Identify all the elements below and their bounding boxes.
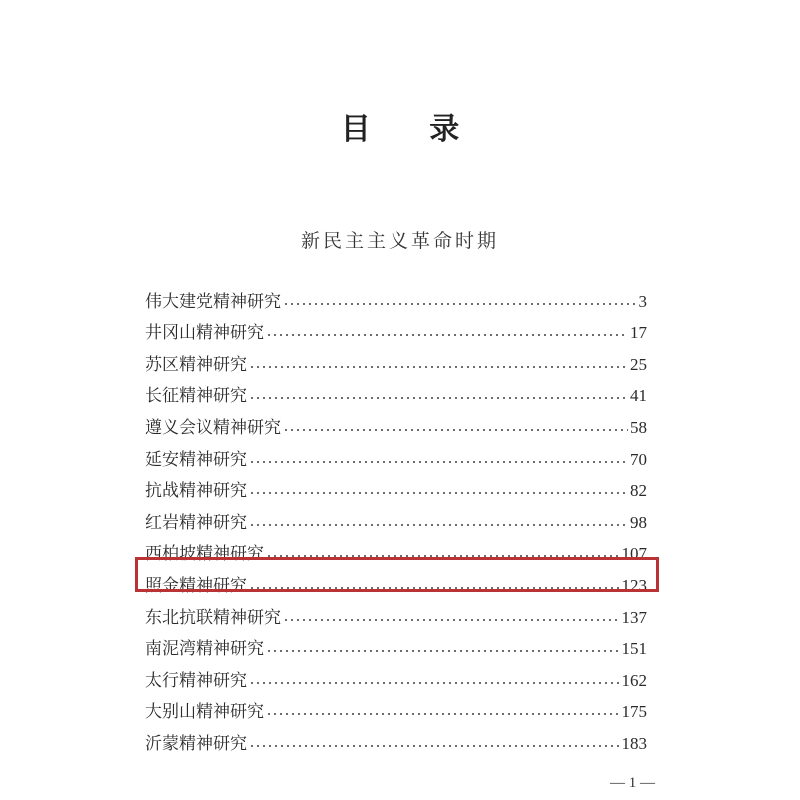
toc-entry-page: 98	[630, 512, 647, 532]
leader-dots	[249, 364, 628, 370]
table-of-contents	[145, 280, 647, 754]
toc-entry-page: 25	[630, 354, 647, 374]
leader-dots	[283, 427, 628, 433]
toc-entry-label: 抗战精神研究	[145, 481, 247, 502]
leader-dots	[283, 617, 620, 623]
toc-entry-label: 遵义会议精神研究	[145, 417, 281, 438]
leader-dots	[249, 680, 620, 686]
toc-entry-label: 东北抗联精神研究	[145, 607, 281, 628]
toc-entry-page: 41	[630, 386, 647, 406]
toc-entry-label: 南泥湾精神研究	[145, 639, 264, 660]
leader-dots	[266, 648, 620, 654]
toc-entry-page: 70	[630, 449, 647, 469]
toc-entry-label: 苏区精神研究	[145, 354, 247, 375]
leader-dots	[249, 743, 620, 749]
toc-entry-page: 137	[621, 607, 647, 627]
leader-dots	[249, 490, 628, 496]
toc-entry-page: 58	[630, 417, 647, 437]
toc-entry	[145, 406, 647, 438]
toc-entry-label: 沂蒙精神研究	[145, 733, 247, 754]
leader-dots	[249, 459, 628, 465]
toc-entry-page: 3	[638, 291, 647, 311]
toc-entry	[145, 343, 647, 375]
toc-entry	[145, 596, 647, 628]
toc-entry-page: 17	[630, 323, 647, 343]
toc-entry-label: 延安精神研究	[145, 449, 247, 470]
toc-entry-page: 123	[621, 575, 647, 595]
toc-entry	[145, 691, 647, 723]
toc-entry	[145, 470, 647, 502]
toc-entry	[145, 375, 647, 407]
page-title: 目 录	[340, 112, 484, 147]
toc-entry-label: 井冈山精神研究	[145, 323, 264, 344]
toc-entry-label: 伟大建党精神研究	[145, 291, 281, 312]
toc-entry	[145, 722, 647, 754]
toc-entry-page: 183	[621, 733, 647, 753]
toc-entry-label: 照金精神研究	[145, 575, 247, 596]
toc-entry-label: 长征精神研究	[145, 386, 247, 407]
leader-dots	[266, 332, 628, 338]
section-title: 新民主主义革命时期	[300, 230, 499, 252]
page-number: — 1 —	[610, 775, 655, 791]
toc-entry-page: 107	[621, 544, 647, 564]
toc-entry	[145, 628, 647, 660]
toc-entry	[145, 312, 647, 344]
leader-dots	[283, 301, 635, 307]
toc-entry	[145, 438, 647, 470]
highlight-box	[135, 557, 659, 592]
leader-dots	[249, 522, 628, 528]
toc-entry-label: 大别山精神研究	[145, 702, 264, 723]
toc-entry	[145, 659, 647, 691]
toc-entry-label: 太行精神研究	[145, 670, 247, 691]
toc-entry-label: 西柏坡精神研究	[145, 544, 264, 565]
toc-entry	[145, 501, 647, 533]
leader-dots	[249, 395, 628, 401]
toc-entry-label: 红岩精神研究	[145, 512, 247, 533]
toc-entry-page: 151	[621, 639, 647, 659]
toc-entry-page: 82	[630, 481, 647, 501]
toc-entry	[145, 280, 647, 312]
toc-entry-page: 175	[621, 702, 647, 722]
leader-dots	[266, 711, 620, 717]
toc-entry-page: 162	[621, 670, 647, 690]
